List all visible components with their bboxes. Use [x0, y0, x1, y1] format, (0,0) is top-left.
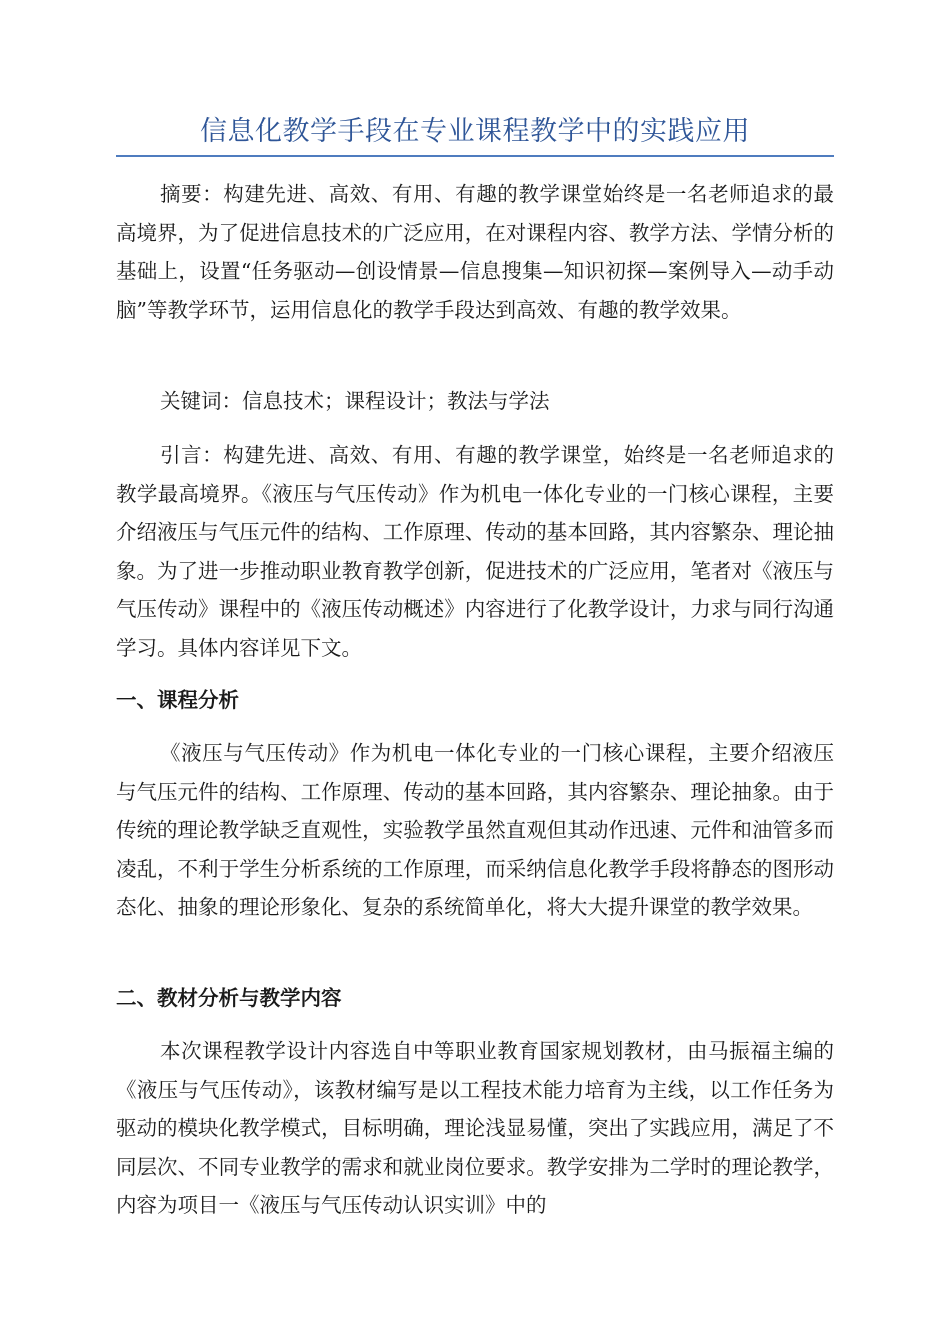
keywords-paragraph: 关键词：信息技术；课程设计；教法与学法	[160, 389, 550, 413]
section-heading-textbook-analysis: 二、教材分析与教学内容	[116, 986, 342, 1010]
introduction-paragraph: 引言：构建先进、高效、有用、有趣的教学课堂，始终是一名老师追求的教学最高境界。《液压与气压传动》作为机电一体化专业的一门核心课程，主要介绍液压与气压元件的结构、工作原理、传动的基本回路，其内容繁杂、理论抽象。为了进一步推动职业教育教学创新，促进技术的广泛应用，笔者对《液压与气压传动》课程中的《液压传动概述》内容进行了化教学设计，力求与同行沟通学习。具体内容详见下文。	[116, 443, 834, 660]
textbook-analysis-paragraph: 本次课程教学设计内容选自中等职业教育国家规划教材，由马振福主编的《液压与气压传动》，该教材编写是以工程技术能力培育为主线，以工作任务为驱动的模块化教学模式，目标明确，理论浅显易懂，突出了实践应用，满足了不同层次、不同专业教学的需求和就业岗位要求。教学安排为二学时的理论教学，内容为项目一《液压与气压传动认识实训》中的	[116, 1039, 834, 1218]
abstract-paragraph: 摘要：构建先进、高效、有用、有趣的教学课堂始终是一名老师追求的最高境界，为了促进信息技术的广泛应用，在对课程内容、教学方法、学情分析的基础上，设置“任务驱动—创设情景—信息搜集—知识初探—案例导入—动手动脑”等教学环节，运用信息化的教学手段达到高效、有趣的教学效果。	[116, 182, 834, 322]
document-title: 信息化教学手段在专业课程教学中的实践应用	[200, 116, 750, 147]
course-analysis-paragraph: 《液压与气压传动》作为机电一体化专业的一门核心课程，主要介绍液压与气压元件的结构、工作原理、传动的基本回路，其内容繁杂、理论抽象。由于传统的理论教学缺乏直观性，实验教学虽然直观但其动作迅速、元件和油管多而凌乱，不利于学生分析系统的工作原理，而采纳信息化教学手段将静态的图形动态化、抽象的理论形象化、复杂的系统简单化，将大大提升课堂的教学效果。	[116, 741, 834, 920]
title-underline	[116, 155, 834, 157]
section-heading-course-analysis: 一、课程分析	[116, 688, 239, 712]
